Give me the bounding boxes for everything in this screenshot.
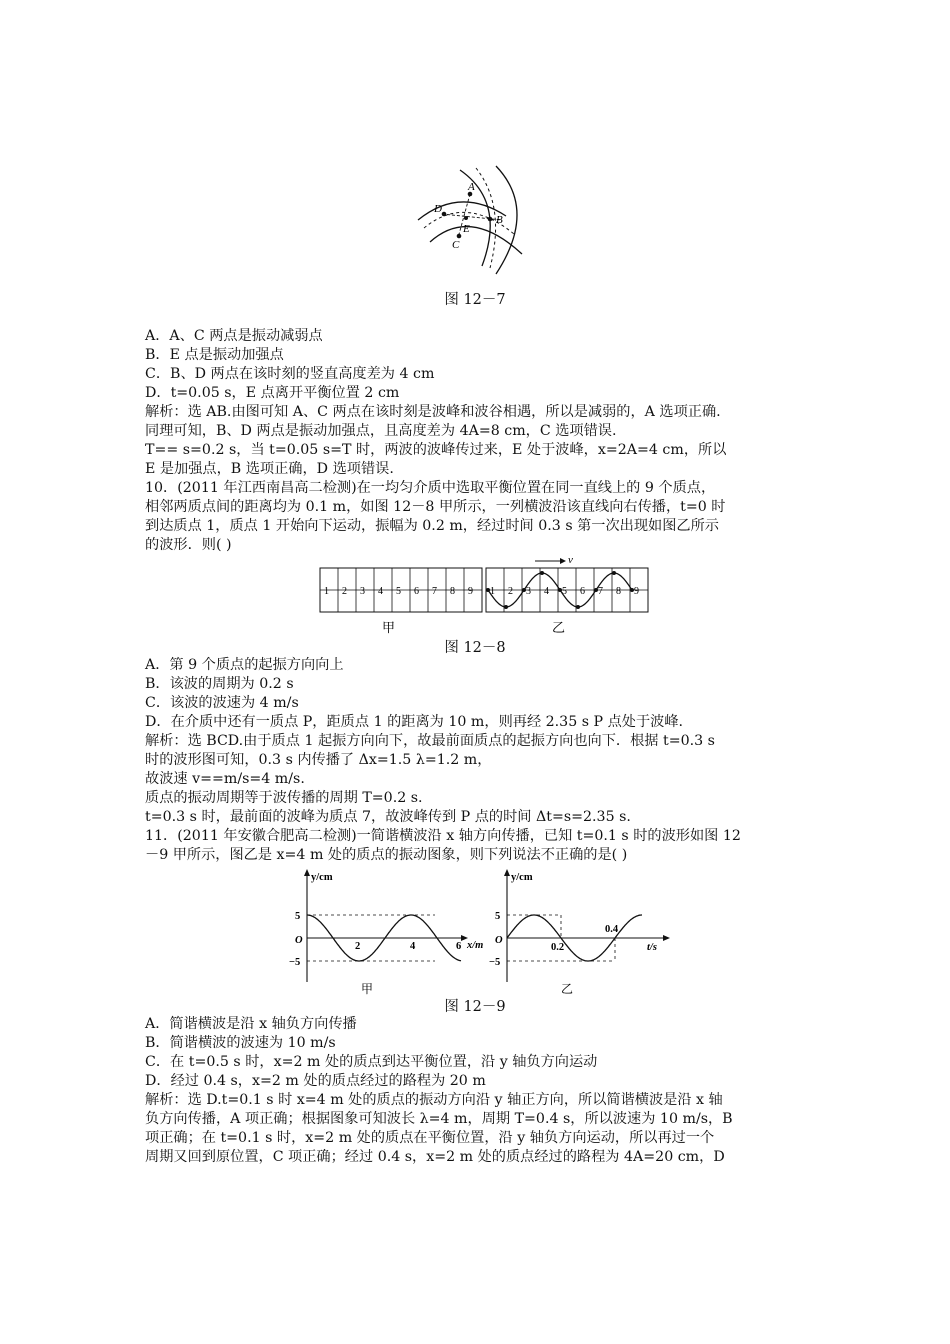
q11-option-b: B．简谐横波的波速为 10 m/s — [145, 1035, 336, 1051]
q10-option-b: B．该波的周期为 0.2 s — [145, 676, 294, 692]
left-ytick-m5: −5 — [289, 957, 301, 968]
q10-option-c: C．该波的波速为 4 m/s — [145, 695, 299, 711]
caption-12-8: 图 12－8 — [444, 640, 506, 656]
right-xlabel: t/s — [647, 942, 657, 953]
q11-analysis-3: 项正确；在 t=0.1 s 时，x=2 m 处的质点在平衡位置，沿 y 轴负方向运动，所以再过一个 — [145, 1130, 715, 1146]
caption-12-7: 图 12－7 — [444, 292, 506, 308]
label-b: B — [496, 214, 503, 226]
q11-stem-2: －9 甲所示，图乙是 x=4 m 处的质点的振动图象，则下列说法不正确的是( ) — [145, 847, 628, 863]
q11-option-a: A．简谐横波是沿 x 轴负方向传播 — [145, 1016, 357, 1032]
q10-stem-4: 的波形．则( ) — [145, 537, 232, 553]
point-d — [442, 212, 447, 217]
figure-12-7 — [410, 162, 540, 282]
right-ytick-5: 5 — [495, 911, 501, 922]
right-xtick-02: 0.2 — [551, 942, 565, 953]
left-xtick-6: 6 — [456, 941, 462, 952]
q11-analysis-1: 解析：选 D.t=0.1 s 时 x=4 m 处的质点的振动方向沿 y 轴正方向，所以简谐横波是沿 x 轴 — [145, 1092, 723, 1108]
q10-stem-1: 10．(2011 年江西南昌高二检测)在一均匀介质中选取平衡位置在同一直线上的 9 个质点， — [145, 480, 716, 496]
wavefront-arc-4 — [430, 227, 522, 254]
right-label-yi: 乙 — [561, 982, 574, 996]
point-label-8: 8 — [450, 586, 455, 597]
point-label-5: 5 — [562, 586, 567, 597]
q10-option-a: A．第 9 个质点的起振方向向上 — [145, 657, 344, 673]
figure-12-9 — [275, 866, 695, 998]
q10-option-d: D．在介质中还有一质点 P，距质点 1 的距离为 10 m，则再经 2.35 s P 点处于波峰. — [145, 714, 684, 730]
q10-stem-2: 相邻两质点间的距离均为 0.1 m，如图 12－8 甲所示，一列横波沿该直线向右传播，t=0 时 — [145, 499, 726, 515]
point-label-7: 7 — [598, 586, 603, 597]
q11-analysis-4: 周期又回到原位置，C 项正确；经过 0.4 s，x=2 m 处的质点经过的路程为 4A=20 cm，D — [145, 1149, 725, 1165]
figure-12-8 — [310, 552, 655, 636]
q11-stem-1: 11．(2011 年安徽合肥高二检测)一简谐横波沿 x 轴方向传播，已知 t=0.1 s 时的波形如图 12 — [145, 828, 741, 844]
left-xtick-2: 2 — [355, 941, 361, 952]
point-label-3: 3 — [526, 586, 531, 597]
point-b — [488, 217, 493, 222]
point-label-6: 6 — [580, 586, 585, 597]
velocity-label: v — [568, 554, 573, 566]
label-a: A — [468, 181, 475, 193]
point-label-7: 7 — [432, 586, 437, 597]
label-c: C — [452, 239, 460, 251]
label-jia: 甲 — [382, 620, 396, 635]
plot-left — [289, 869, 483, 996]
q9-analysis-2: 同理可知，B、D 两点是振动加强点，且高度差为 4A=8 cm，C 选项错误. — [145, 423, 617, 439]
velocity-arrowhead — [560, 558, 566, 564]
q9-analysis-1: 解析：选 AB.由图可知 A、C 两点在该时刻是波峰和波谷相遇，所以是减弱的，A 选项正确. — [145, 404, 721, 420]
q10-stem-3: 到达质点 1，质点 1 开始向下运动，振幅为 0.2 m，经过时间 0.3 s 第一次出现如图乙所示 — [145, 518, 719, 534]
point-label-9: 9 — [468, 586, 473, 597]
point-label-9: 9 — [634, 586, 639, 597]
right-y-arrow — [504, 869, 510, 876]
dash-d-b — [442, 214, 502, 220]
q10-analysis-4: 质点的振动周期等于波传播的周期 T=0.2 s. — [145, 790, 423, 806]
grid-left — [320, 568, 482, 612]
point-c — [457, 234, 462, 239]
q10-analysis-5: t=0.3 s 时，最前面的波峰为质点 7，故波峰传到 P 点的时间 Δt=s=2.35 s. — [145, 809, 631, 825]
point-label-8: 8 — [616, 586, 621, 597]
q11-analysis-2: 负方向传播，A 项正确；根据图象可知波长 λ=4 m，周期 T=0.4 s，所以波速为 10 m/s，B — [145, 1111, 733, 1127]
right-ylabel: y/cm — [511, 872, 533, 883]
point-label-2: 2 — [342, 586, 347, 597]
right-ytick-m5: −5 — [489, 957, 501, 968]
left-y-arrow — [304, 869, 310, 876]
q11-option-c: C．在 t=0.5 s 时，x=2 m 处的质点到达平衡位置，沿 y 轴负方向运动 — [145, 1054, 598, 1070]
q9-option-b: B．E 点是振动加强点 — [145, 347, 284, 363]
left-ylabel: y/cm — [311, 872, 333, 883]
q9-option-a: A．A、C 两点是振动减弱点 — [145, 328, 323, 344]
q11-option-d: D．经过 0.4 s，x=2 m 处的质点经过的路程为 20 m — [145, 1073, 486, 1089]
left-xlabel: x/m — [467, 940, 484, 951]
point-label-4: 4 — [544, 586, 549, 597]
caption-12-9: 图 12－9 — [444, 999, 506, 1015]
point-label-6: 6 — [414, 586, 419, 597]
point-e — [464, 216, 468, 220]
left-ytick-5: 5 — [295, 911, 301, 922]
point-label-4: 4 — [378, 586, 383, 597]
point-label-3: 3 — [360, 586, 365, 597]
wavefront-arc-3 — [418, 202, 506, 220]
point-label-1: 1 — [324, 586, 329, 597]
point-label-2: 2 — [508, 586, 513, 597]
right-xtick-04: 0.4 — [605, 924, 619, 935]
q9-analysis-4: E 是加强点，B 选项正确，D 选项错误. — [145, 461, 394, 477]
right-origin: O — [495, 935, 503, 946]
left-xtick-4: 4 — [410, 941, 416, 952]
q10-analysis-1: 解析：选 BCD.由于质点 1 起振方向向下，故最前面质点的起振方向也向下．根据 t=0.3 s — [145, 733, 715, 749]
plot-right — [489, 869, 670, 996]
left-label-jia: 甲 — [361, 982, 374, 996]
q9-analysis-3: T== s=0.2 s，当 t=0.05 s=T 时，两波的波峰传过来，E 处于波峰，x=2A=4 cm，所以 — [145, 442, 727, 458]
label-yi: 乙 — [552, 620, 566, 635]
q10-analysis-3: 故波速 v==m/s=4 m/s. — [145, 771, 305, 787]
right-x-arrow — [663, 935, 670, 941]
point-label-1: 1 — [490, 586, 495, 597]
q10-analysis-2: 时的波形图可知，0.3 s 内传播了 Δx=1.5 λ=1.2 m， — [145, 752, 492, 768]
left-origin: O — [295, 935, 303, 946]
label-d: D — [434, 203, 442, 215]
point-label-5: 5 — [396, 586, 401, 597]
q9-option-c: C．B、D 两点在该时刻的竖直高度差为 4 cm — [145, 366, 435, 382]
label-e: E — [463, 223, 470, 235]
q9-option-d: D．t=0.05 s，E 点离开平衡位置 2 cm — [145, 385, 400, 401]
